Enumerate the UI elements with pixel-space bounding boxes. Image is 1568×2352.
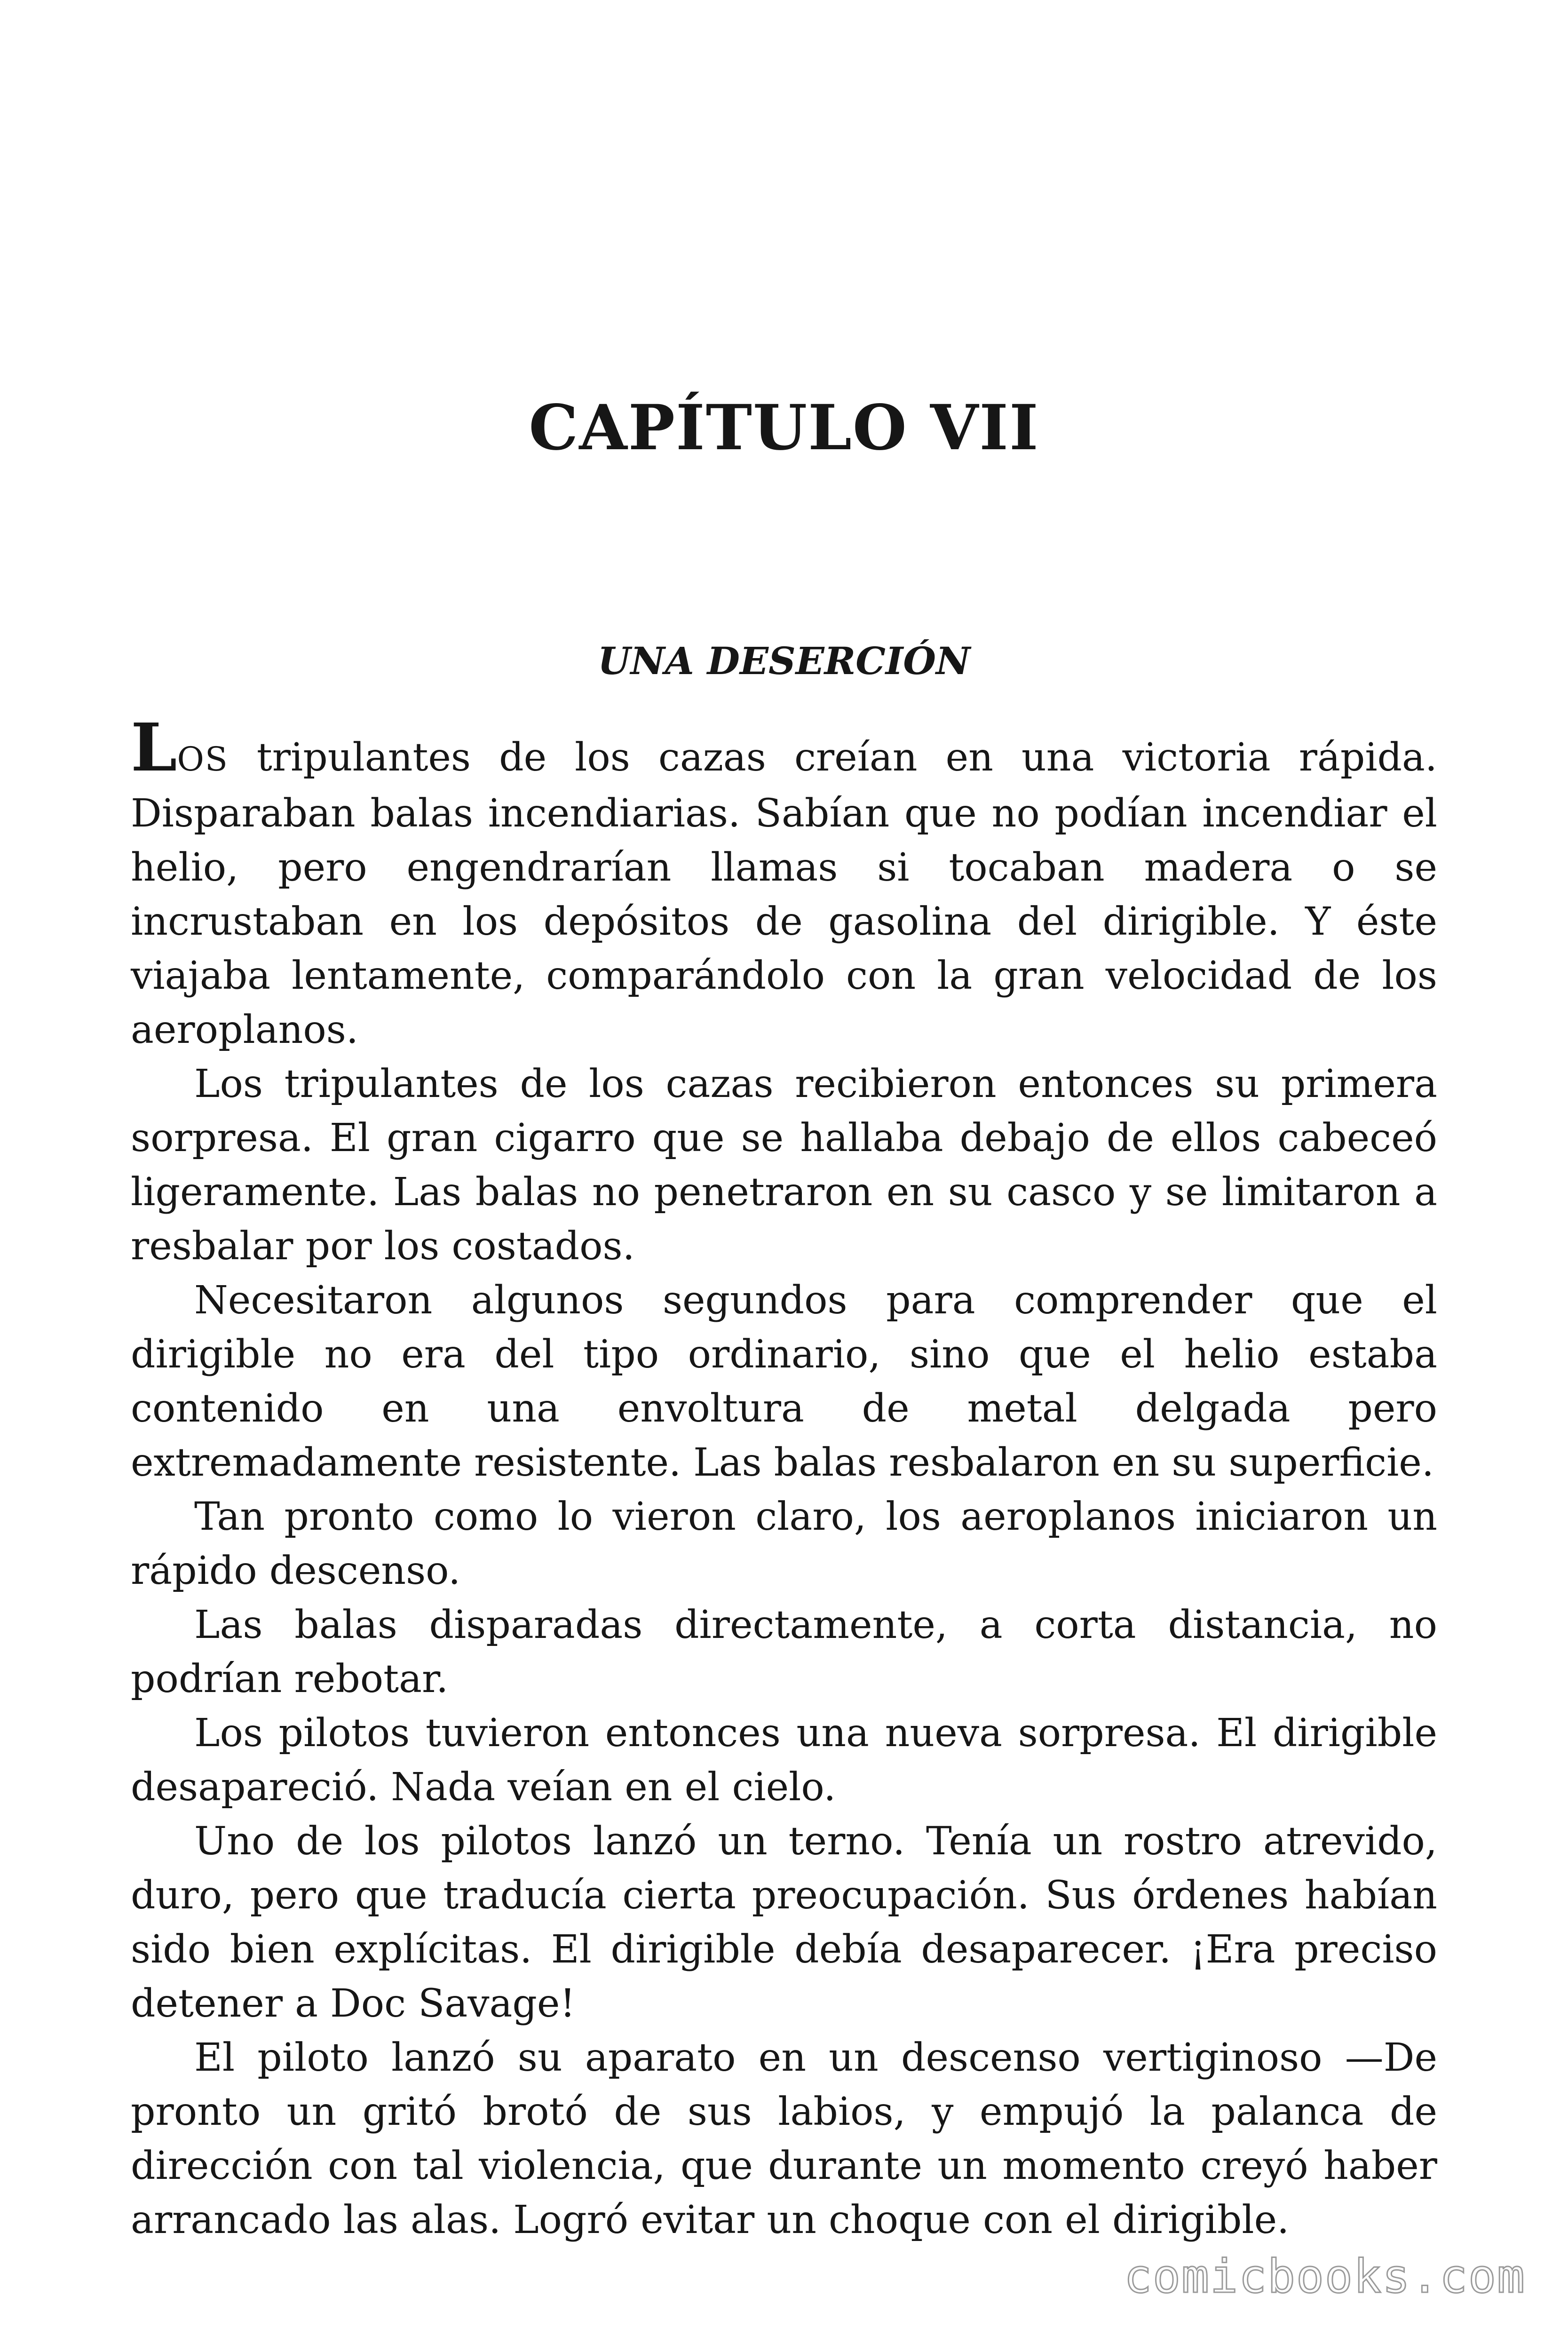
chapter-title: CAPÍTULO VII — [529, 391, 1039, 464]
chapter-subtitle: UNA DESERCIÓN — [597, 639, 971, 683]
paragraph: Tan pronto como lo vieron claro, los aeroplanos iniciaron un rápido descenso. — [131, 1494, 1437, 1593]
small-caps-opening: OS — [177, 740, 229, 779]
paragraph-first — [131, 709, 1437, 1057]
paragraph: El piloto lanzó su aparato en un descenso vertiginoso —De pronto un gritó brotó de sus labios, y empujó la palanca de dirección con tal violencia, que durante un momento creyó haber arrancado las alas. Logró evitar un choque con el dirigible. — [131, 2035, 1437, 2242]
paragraph-first-text: tripulantes de los cazas creían en una victoria rápida. Disparaban balas incendiarias. Sabían que no podían incendiar el helio, pero engendrarían llamas si tocaban madera o se incrustaban en los depósitos de gasolina del dirigible. Y éste viajaba lentamente, comparándolo con la gran velocidad de los aeroplanos. — [131, 735, 1437, 1052]
paragraph: Necesitaron algunos segundos para comprender que el dirigible no era del tipo ordinario, sino que el helio estaba contenido en una envoltura de metal delgada pero extremadamente resistente. Las balas resbalaron en su superficie. — [131, 1278, 1437, 1485]
watermark: comicbooks.com — [1124, 2250, 1526, 2304]
paragraph: Los pilotos tuvieron entonces una nueva sorpresa. El dirigible desapareció. Nada veían en el cielo. — [131, 1711, 1437, 1810]
paragraph: Las balas disparadas directamente, a corta distancia, no podrían rebotar. — [131, 1603, 1437, 1701]
chapter-body — [131, 709, 1437, 2247]
drop-cap: L — [131, 709, 177, 787]
paragraph: Uno de los pilotos lanzó un terno. Tenía un rostro atrevido, duro, pero que traducía cierta preocupación. Sus órdenes habían sido bien explícitas. El dirigible debía desaparecer. ¡Era preciso detener a Doc Savage! — [131, 1819, 1437, 2026]
paragraph: Los tripulantes de los cazas recibieron entonces su primera sorpresa. El gran cigarro que se hallaba debajo de ellos cabeceó ligeramente. Las balas no penetraron en su casco y se limitaron a resbalar por los costados. — [131, 1062, 1437, 1269]
